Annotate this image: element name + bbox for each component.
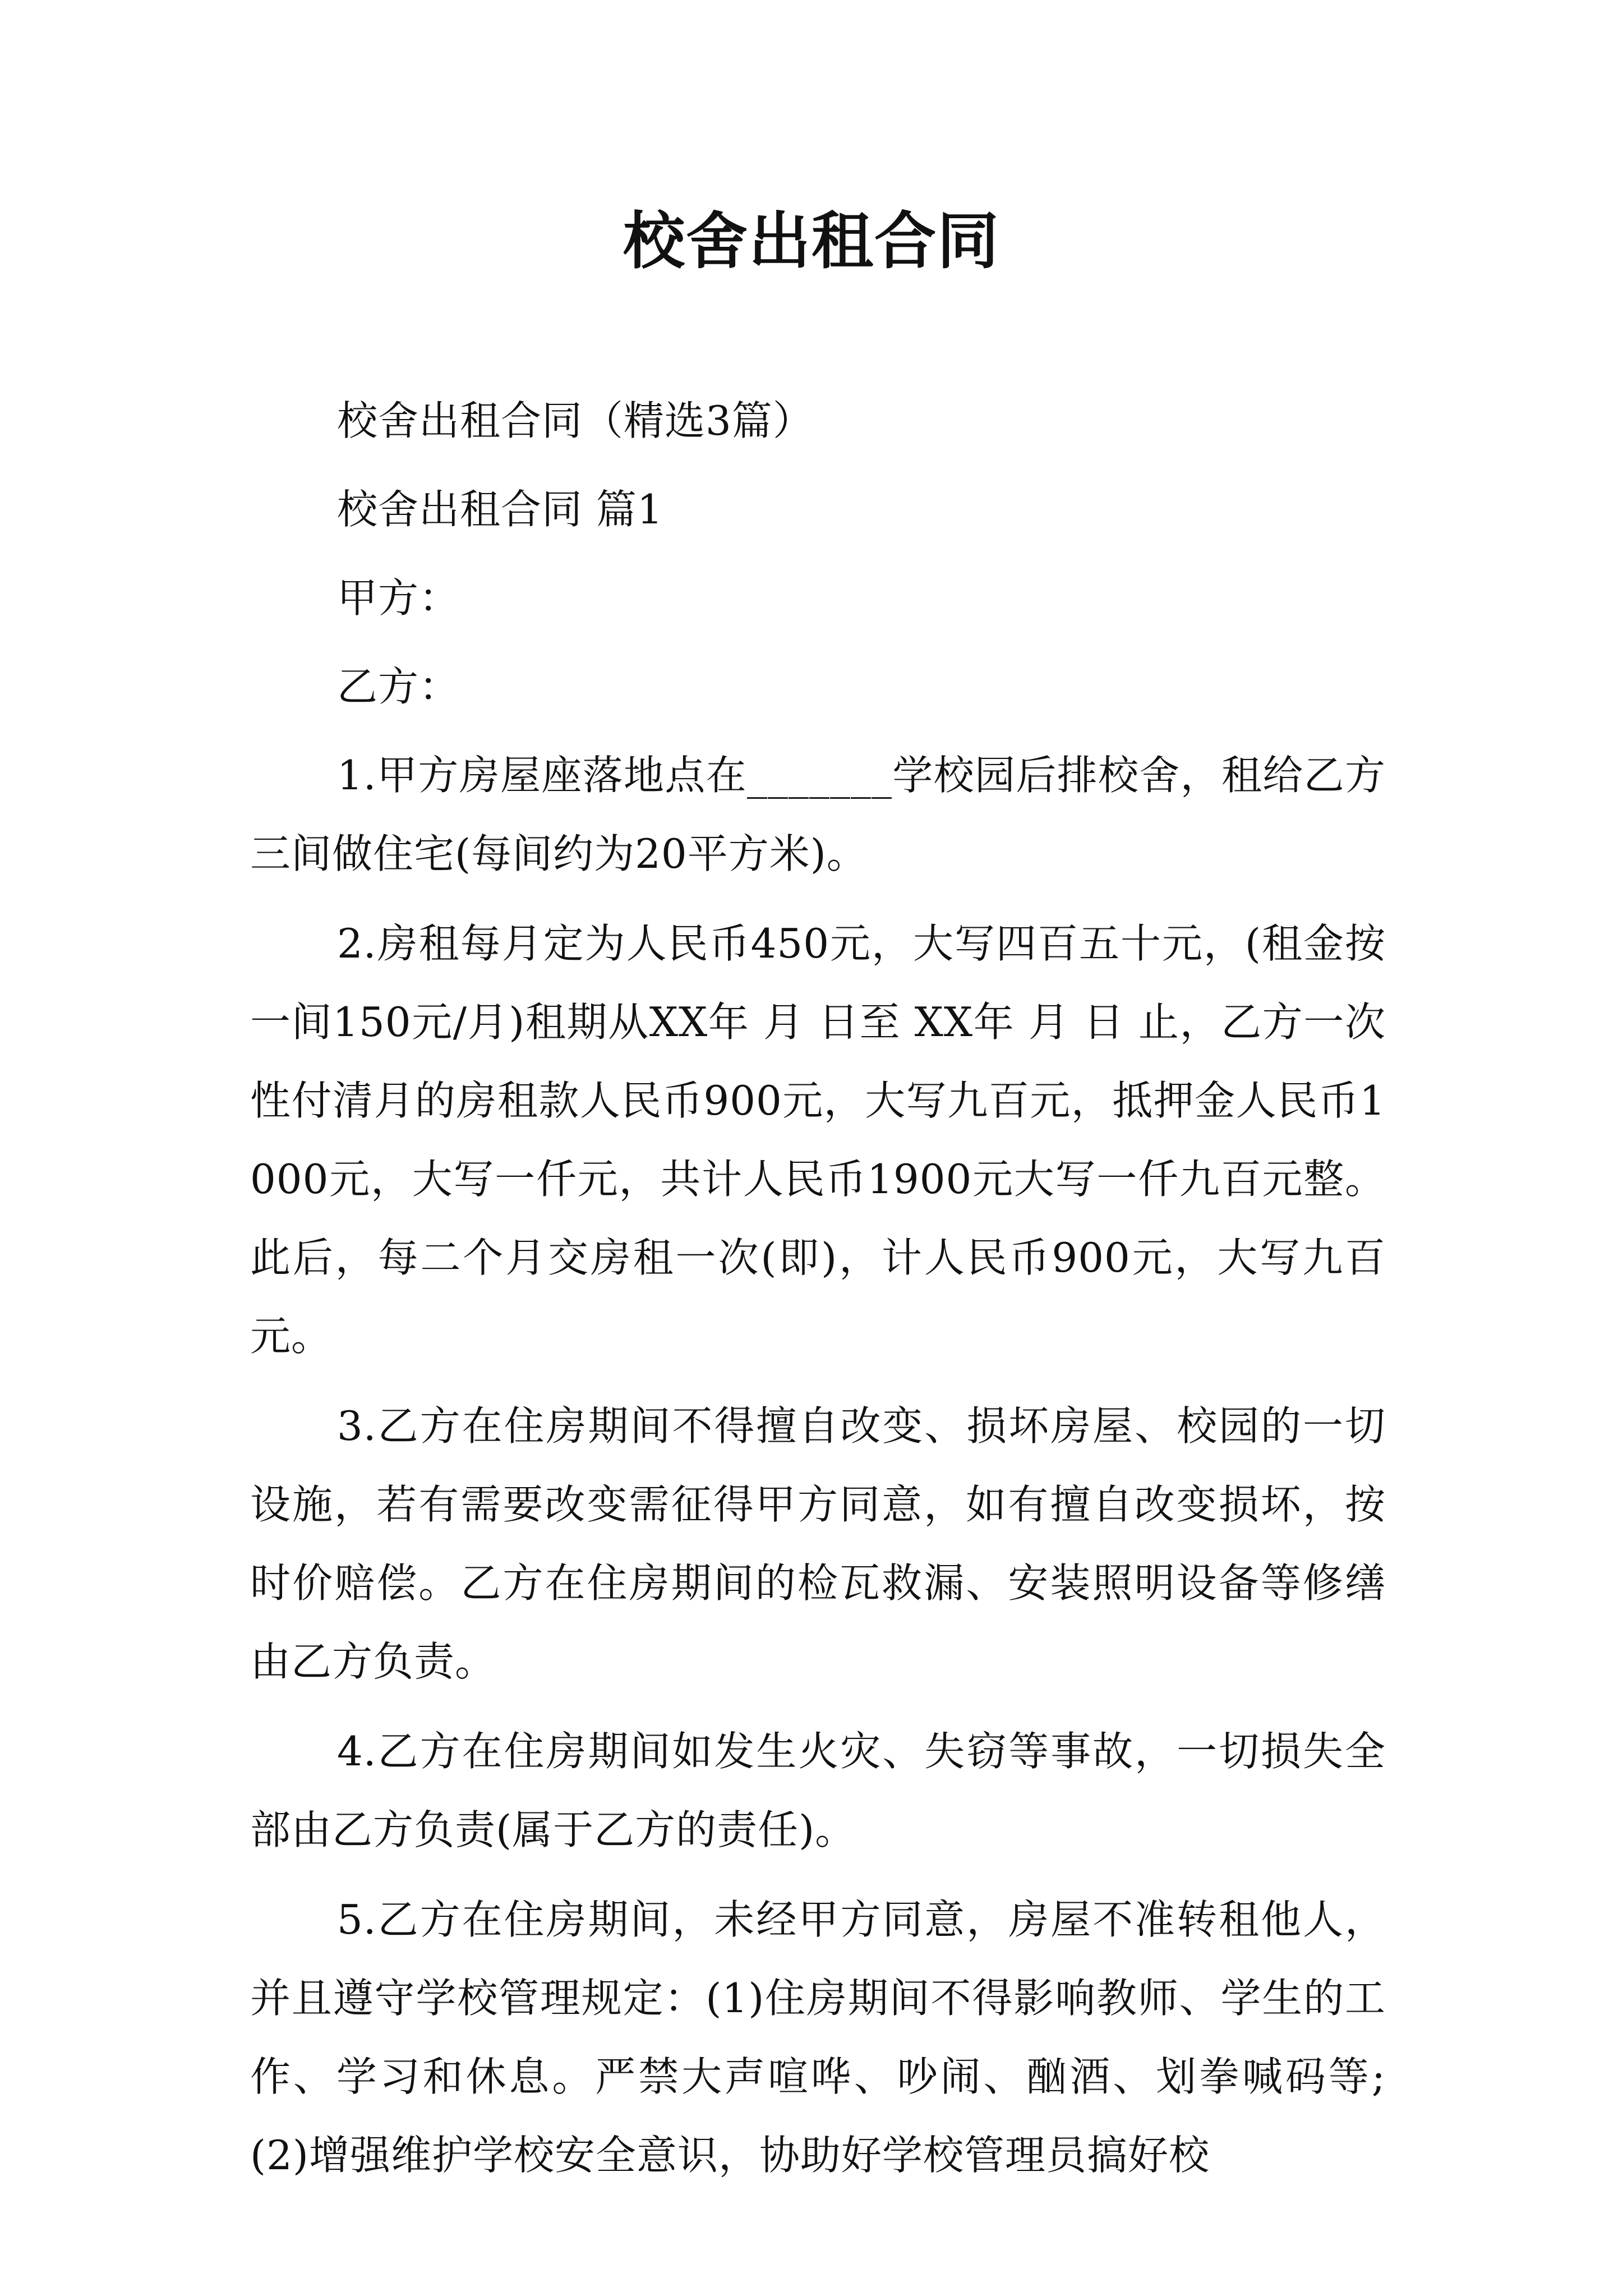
party-b-line: 乙方： xyxy=(337,663,460,710)
clause-5: 5.乙方在住房期间，未经甲方同意，房屋不准转租他人，并且遵守学校管理规定：(1)住房期间不得影响教师、学生的工作、学习和休息。严禁大声喧哗、吵闹、酗酒、划拳喊码等;(2)增强维护学校安全意识，协助好学校管理员搞好校 xyxy=(250,1896,1386,2179)
clause-4: 4.乙方在住房期间如发生火灾、失窃等事故，一切损失全部由乙方负责(属于乙方的责任)。 xyxy=(250,1728,1386,1853)
section-heading: 校舍出租合同 篇1 xyxy=(337,486,663,533)
subtitle-paragraph: 校舍出租合同（精选3篇） xyxy=(337,397,814,444)
party-a-line: 甲方： xyxy=(337,574,460,622)
clause-3: 3.乙方在住房期间不得擅自改变、损坏房屋、校园的一切设施，若有需要改变需征得甲方同意，如有擅自改变损坏，按时价赔偿。乙方在住房期间的检瓦救漏、安装照明设备等修缮由乙方负责。 xyxy=(250,1402,1386,1685)
document-body xyxy=(250,381,1386,2206)
document-title: 校舍出租合同 xyxy=(623,205,1000,277)
clause-2: 2.房租每月定为人民币450元，大写四百五十元，(租金按一间150元/月)租期从XX年 月 日至 XX年 月 日 止，乙方一次性付清月的房租款人民币900元，大写九百元，抵押金人民币1000元，大写一仟元，共计人民币1900元大写一仟九百元整。此后，每二个月交房租一次(即)，计人民币900元，大写九百元。 xyxy=(250,920,1386,1360)
clause-1: 1.甲方房屋座落地点在_______学校园后排校舍，租给乙方三间做住宅(每间约为20平方米)。 xyxy=(250,752,1386,877)
